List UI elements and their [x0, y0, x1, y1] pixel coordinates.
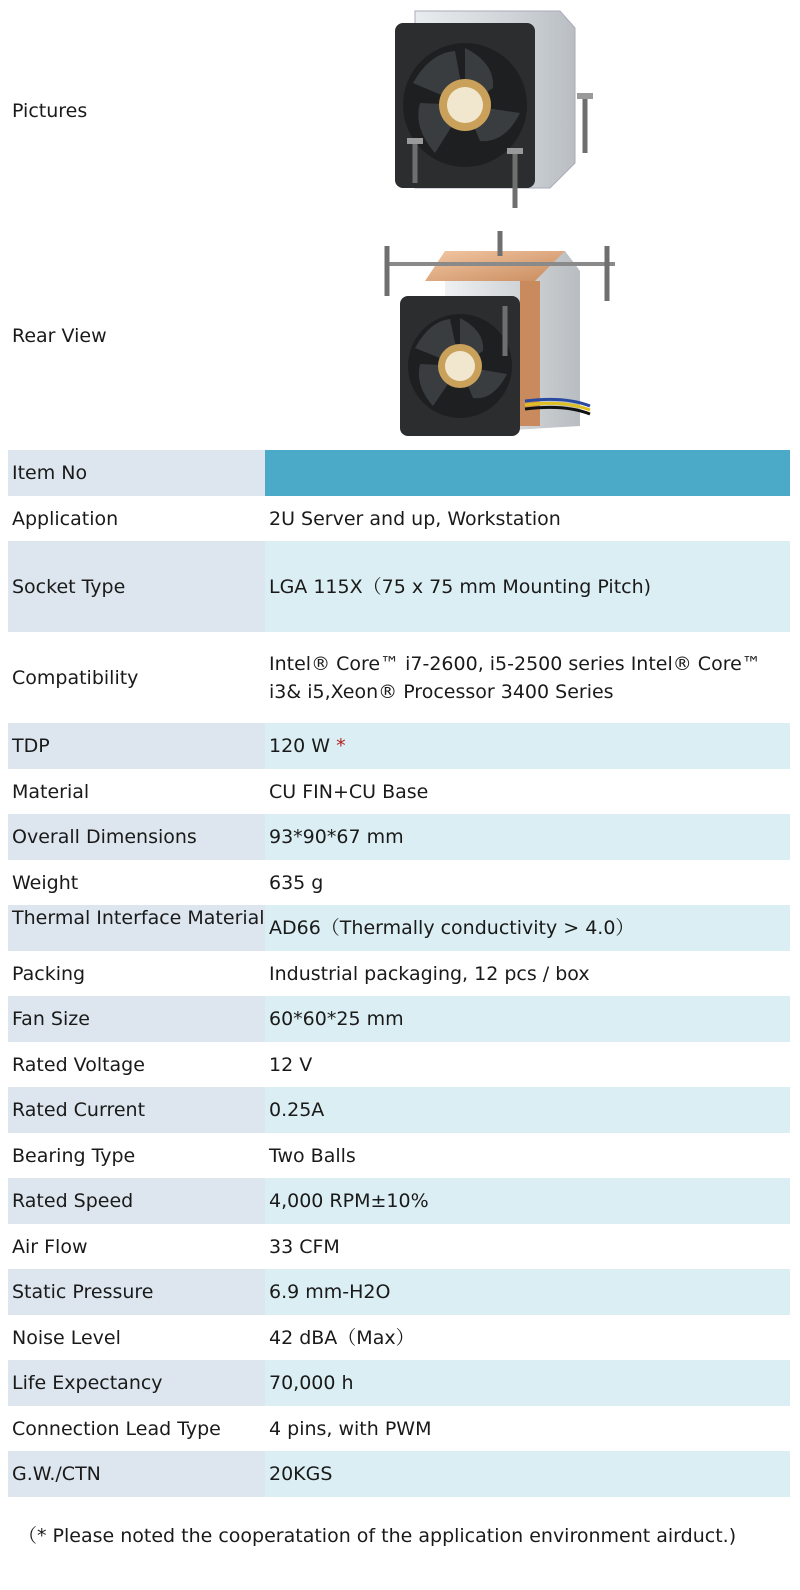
- spec-value: 12 V: [265, 1042, 790, 1087]
- spec-row-overall-dimensions: [8, 814, 790, 860]
- spec-row-life-expectancy: [8, 1360, 790, 1406]
- spec-value: 6.9 mm-H2O: [265, 1269, 790, 1315]
- spec-row-packing: [8, 951, 790, 996]
- spec-label: Rated Speed: [8, 1178, 265, 1224]
- spec-row-rated-speed: [8, 1178, 790, 1224]
- item-no-row: [8, 450, 790, 496]
- spec-row-fan-size: [8, 996, 790, 1042]
- spec-row-thermal-interface-material: [8, 905, 790, 951]
- spec-row-gw-ctn: [8, 1451, 790, 1497]
- spec-value: [265, 723, 790, 769]
- spec-value: CU FIN+CU Base: [265, 769, 790, 814]
- spec-label: Static Pressure: [8, 1269, 265, 1315]
- tdp-value: 120 W: [269, 735, 331, 757]
- spec-value: 60*60*25 mm: [265, 996, 790, 1042]
- cooler-rear-image: [375, 226, 625, 446]
- spec-label: Overall Dimensions: [8, 814, 265, 860]
- spec-value: 70,000 h: [265, 1360, 790, 1406]
- spec-row-rated-current: [8, 1087, 790, 1133]
- spec-label: Fan Size: [8, 996, 265, 1042]
- spec-label: Weight: [8, 860, 265, 905]
- spec-label: Rated Voltage: [8, 1042, 265, 1087]
- spec-row-connection-lead-type: [8, 1406, 790, 1451]
- spec-label: TDP: [8, 723, 265, 769]
- spec-row-material: [8, 769, 790, 814]
- spec-row-noise-level: [8, 1315, 790, 1360]
- spec-value: Intel® Core™ i7-2600, i5-2500 series Intel® Core™ i3& i5,Xeon® Processor 3400 Series: [265, 632, 790, 723]
- spec-row-air-flow: [8, 1224, 790, 1269]
- pictures-cell: [265, 0, 790, 222]
- spec-label: Compatibility: [8, 632, 265, 723]
- spec-value: AD66（Thermally conductivity > 4.0）: [265, 905, 790, 951]
- pictures-label: Pictures: [8, 0, 265, 222]
- spec-label: Life Expectancy: [8, 1360, 265, 1406]
- spec-value: 42 dBA（Max）: [265, 1315, 790, 1360]
- spec-value: 4,000 RPM±10%: [265, 1178, 790, 1224]
- rear-view-row: [8, 222, 790, 450]
- spec-label: Packing: [8, 951, 265, 996]
- spec-label: Bearing Type: [8, 1133, 265, 1178]
- spec-value: 20KGS: [265, 1451, 790, 1497]
- spec-row-compatibility: [8, 632, 790, 723]
- spec-value: Industrial packaging, 12 pcs / box: [265, 951, 790, 996]
- spec-value: 93*90*67 mm: [265, 814, 790, 860]
- spec-row-tdp: [8, 723, 790, 769]
- spec-sheet: [8, 0, 790, 1497]
- spec-label: Thermal Interface Material: [8, 905, 265, 951]
- spec-label: G.W./CTN: [8, 1451, 265, 1497]
- spec-row-weight: [8, 860, 790, 905]
- spec-label: Noise Level: [8, 1315, 265, 1360]
- spec-row-application: [8, 496, 790, 541]
- cooler-front-image: [375, 3, 615, 219]
- spec-value: 0.25A: [265, 1087, 790, 1133]
- footnote: （* Please noted the cooperatation of the application environment airduct.): [18, 1525, 737, 1547]
- item-no-value: [265, 450, 790, 496]
- spec-row-static-pressure: [8, 1269, 790, 1315]
- rear-view-label: Rear View: [8, 222, 265, 450]
- spec-label: Socket Type: [8, 541, 265, 632]
- spec-label: Connection Lead Type: [8, 1406, 265, 1451]
- spec-value: 4 pins, with PWM: [265, 1406, 790, 1451]
- spec-row-bearing-type: [8, 1133, 790, 1178]
- spec-label: Material: [8, 769, 265, 814]
- pictures-row: [8, 0, 790, 222]
- spec-value: LGA 115X（75 x 75 mm Mounting Pitch): [265, 541, 790, 632]
- spec-row-rated-voltage: [8, 1042, 790, 1087]
- rear-view-cell: [265, 222, 790, 450]
- spec-value: Two Balls: [265, 1133, 790, 1178]
- spec-label: Application: [8, 496, 265, 541]
- tdp-footnote-marker: *: [336, 735, 346, 757]
- spec-label: Air Flow: [8, 1224, 265, 1269]
- spec-value: 635 g: [265, 860, 790, 905]
- spec-row-socket-type: [8, 541, 790, 632]
- spec-value: 2U Server and up, Workstation: [265, 496, 790, 541]
- item-no-label: Item No: [8, 450, 265, 496]
- spec-value: 33 CFM: [265, 1224, 790, 1269]
- spec-label: Rated Current: [8, 1087, 265, 1133]
